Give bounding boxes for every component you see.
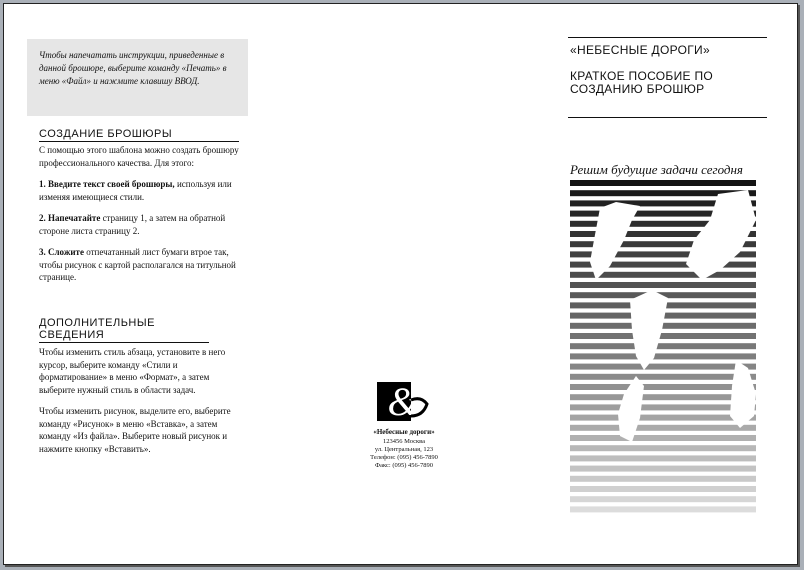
step-1 <box>39 178 245 203</box>
company-address-line-2: ул. Центральная, 123 <box>374 446 434 453</box>
section-create-brochure-body <box>39 144 245 293</box>
section-title-additional-info: ДОПОЛНИТЕЛЬНЫЕ СВЕДЕНИЯ <box>39 317 209 343</box>
map-stripe <box>570 496 756 502</box>
map-stripe <box>570 282 756 288</box>
map-stripe <box>570 486 756 492</box>
section-intro: С помощью этого шаблона можно создать брошюру профессионального качества. Для этого: <box>39 145 239 168</box>
instructions-note-text: Чтобы напечатать инструкции, приведенные в данной брошюре, выберите команду «Печать» в меню «Файл» и нажмите клавишу ВВОД. <box>39 50 227 86</box>
company-title: «НЕБЕСНЫЕ ДОРОГИ» <box>570 43 710 57</box>
section-additional-info-body <box>39 346 245 464</box>
map-stripe <box>570 435 756 441</box>
ampersand-logo <box>377 382 430 421</box>
additional-info-para-2: Чтобы изменить рисунок, выделите его, выберите команду «Рисунок» в меню «Вставка», а затем команду «Из файла». Выберите новый рисунок и нажмите кнопку «Вставить». <box>39 406 231 454</box>
company-address-line-1: 123456 Москва <box>382 438 426 445</box>
company-name: «Небесные дороги» <box>373 428 435 436</box>
map-stripe <box>570 343 756 349</box>
map-stripe <box>570 425 756 431</box>
step-3 <box>39 246 245 284</box>
map-stripe <box>570 506 756 512</box>
company-contact-block <box>344 428 464 470</box>
step-2 <box>39 212 245 237</box>
company-fax: Факс: (095) 456-7890 <box>375 462 433 469</box>
tagline: Решим будущие задачи сегодня <box>570 162 743 177</box>
additional-info-para-1: Чтобы изменить стиль абзаца, установите в него курсор, выберите команду «Стили и форматирование» в меню «Формат», а затем выберите нужный стиль в области задач. <box>39 347 226 395</box>
map-stripe <box>570 404 756 410</box>
map-stripe <box>570 455 756 461</box>
step-1-text: используя или изменяя имеющиеся стили. <box>39 179 232 202</box>
map-stripe <box>570 353 756 359</box>
step-2-label: 2. Напечатайте <box>39 213 101 223</box>
title-rule-top <box>568 37 767 38</box>
section-title-create-brochure: СОЗДАНИЕ БРОШЮРЫ <box>39 128 239 142</box>
map-stripe <box>570 445 756 451</box>
map-stripe <box>570 364 756 370</box>
step-1-label: 1. Введите текст своей брошюры, <box>39 179 175 189</box>
brochure-page <box>3 3 798 565</box>
map-stripe <box>570 415 756 421</box>
step-3-label: 3. Сложите <box>39 247 84 257</box>
instructions-note <box>27 39 248 116</box>
map-stripe <box>570 466 756 472</box>
map-stripe <box>570 374 756 380</box>
map-stripe <box>570 333 756 339</box>
company-phone: Телефон: (095) 456-7890 <box>370 454 438 461</box>
guide-title: КРАТКОЕ ПОСОБИЕ ПО СОЗДАНИЮ БРОШЮР <box>570 69 714 96</box>
striped-world-map-image <box>570 180 756 516</box>
map-stripe <box>570 476 756 482</box>
map-stripe <box>570 394 756 400</box>
step-2-text: страницу 1, а затем на обратной стороне листа страницу 2. <box>39 213 226 236</box>
logo-glyph: & <box>387 382 419 421</box>
title-rule-bottom <box>568 117 767 118</box>
step-3-text: отпечатанный лист бумаги втрое так, чтобы рисунок с картой располагался на титульной странице. <box>39 247 236 282</box>
map-stripe <box>570 384 756 390</box>
map-stripe <box>570 180 756 186</box>
